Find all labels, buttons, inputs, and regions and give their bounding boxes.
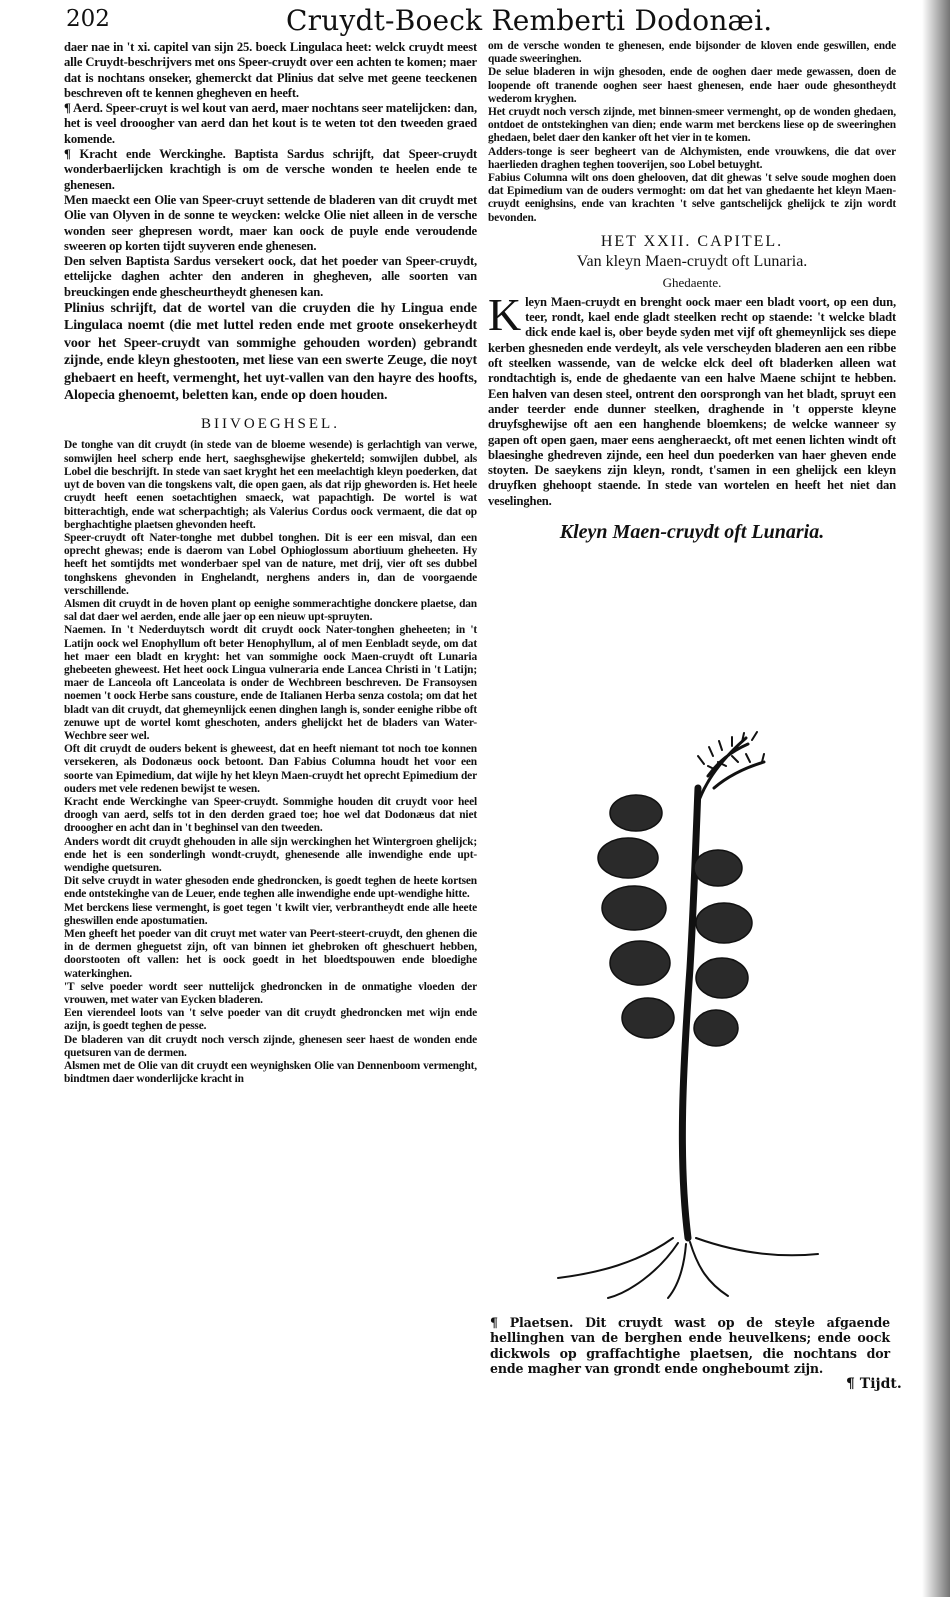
right-column <box>488 40 896 544</box>
paragraph: ¶ Aerd. Speer-cruyt is wel kout van aerd, maer nochtans seer matelijcken: dan, het is veel drooogher van aerd dan het kout is te weten tot den tweeden graed komende. <box>64 101 477 146</box>
ghedaente-paragraph <box>488 288 896 509</box>
drop-cap: K <box>488 288 522 340</box>
paragraph: Plinius schrijft, dat de wortel van die cruyden die hy Lingua ende Lingulaca noemt (die met luttel reden ende met groote onsekerheydt voor het Speer-cruydt van sommighe gehouden worden) gebrandt zijnde, ende kleyn ghestooten, met liese van een swerte Zeuge, die noyt ghebaert en heeft, vermenght, het uyt-vallen van den hayre des hoofts, Alopecia ghenoemt, beletten kan, ende op doen houden. <box>64 301 477 404</box>
header <box>0 4 950 40</box>
paragraph: Het cruydt noch versch zijnde, met binnen-smeer vermenght, op de wonden ghedaen, ontdoet de ontstekinghen van dien; ende warm met berckens liese op de sweeringhen ghedaen, belet daer den kanker oft het vier in te komen. <box>488 106 896 145</box>
figure-caption: Kleyn Maen-cruydt oft Lunaria. <box>559 521 825 543</box>
paragraph: Alsmen dit cruydt in de hoven plant op eenighe sommerachtighe donckere plaetse, dan sal dat daer wel aerden, ende alle jaer op een nieuw upt-spruyten. <box>64 597 477 624</box>
paragraph: Den selven Baptista Sardus versekert oock, dat het poeder van Speer-cruydt, ettelijcke daghen achter den anderen in ghegheven, alle soorten van breuckingen ende ghescheurtheydt ghenesen kan. <box>64 254 477 299</box>
ghedaente-text: leyn Maen-cruydt en brenght oock maer een bladt voort, op een dun, teer, rondt, kael ende gladt steelken recht op staende: 't welcke bladt dick ende kael is, ober beyde syden met vijf oft ghemeynlijck ses diepe kerben ghesneden ende verdeylt, als vele verscheyden bladeren aen een ribbe oft steelken wassende, van de welcke elck deel oft bladerken alleen wat rondtachtigh is, ende de ghedaente van een halve Maene schijnt te hebben. Een halven van desen steel, ontrent den oorsprongh van het bladt, spruyt een ander teerder ende dunner steelken, draghende in 't opperste kleyne druyfsghewijse oft aen een hanghende bloemkens; de welcke wanneer sy gapen oft open gaen, maer eens aengheraeckt, oft met eenen lichten windt oft blaesinghe ghedreven zijnde, een heel dun poederken van haer gheven ende stoyten. De saeykens zijn kleyn, rondt, t'samen in een ghelijck een kleyn druyfken ghehoopt staende. In stede van wortelen en heeft het niet dan veselinghen. <box>488 294 896 508</box>
paragraph: Oft dit cruydt de ouders bekent is gheweest, dat en heeft niemant tot noch toe konnen versekeren, als Dodonæus oock betoont. Dan Fabius Columna houdt het voor een soorte van Epimedium, dat wijle hy het kleyn Maen-cruydt het oprecht Epimedium der ouders met vele redenen bewijst te wesen. <box>64 743 477 795</box>
paragraph: Adders-tonge is seer begheert van de Alchymisten, ende vrouwkens, die dat over haerlieden draghen teghen tooverijen, soo Lobel betuyght. <box>488 145 896 171</box>
paragraph: 'T selve poeder wordt seer nuttelijck ghedroncken in de onmatighe vloeden der vrouwen, met water van Eycken bladeren. <box>64 980 477 1007</box>
moonwort-plant-illustration <box>518 718 848 1300</box>
page-number: 202 <box>66 6 110 32</box>
paragraph: ¶ Kracht ende Werckinghe. Baptista Sardus schrijft, dat Speer-cruydt wonderbaerlijcken krachtigh is om de versche wonden te heelen ende te ghenesen. <box>64 147 477 192</box>
paragraph: om de versche wonden te ghenesen, ende bijsonder de kloven ende geswillen, ende quade sweeringhen. <box>488 40 896 66</box>
paragraph: Dit selve cruydt in water ghesoden ende ghedroncken, is goedt teghen de heete kortsen ende ontstekinghe van de Leuer, ende teghen alle inwendighe ende upt-wendighe hitte. <box>64 875 477 901</box>
leaf-pinnae <box>598 795 752 1046</box>
paragraph: Met berckens liese vermenght, is goet tegen 't kwilt vier, verbrantheydt ende alle heete gheswillen ende apostumatien. <box>64 901 477 927</box>
plant-stem <box>682 788 698 1238</box>
paragraph: Anders wordt dit cruydt ghehouden in alle sijn werckinghen het Wintergroen ghelijck; ende het is een sonderlingh wondt-cruydt, ghenesende alle inwendighe ende upt-wendighe quetsuren. <box>64 835 477 874</box>
paragraph: De tonghe van dit cruydt (in stede van de bloeme wesende) is gerlachtigh van verwe, somwijlen heel scherp ende hert, saeghsghewijse ghekerteld; somwijlen dubbel, als Lobel die beschrijft. In stede van saet kryght het een meelachtigh kleyn poederken, dat uyt de boven van die tongskens valt, die open gaen, als dat rijp gheworden is. Het heele cruydt heeft eenen soetachtighen smaeck, wat papachtigh. De wortel is wat bitterachtigh, ende wat scherpachtigh; als Valerius Cordus oock vermaent, die dat op berghachtighe plaetsen ghevonden heeft. <box>64 439 477 531</box>
paragraph: Alsmen met de Olie van dit cruydt een weynighsken Olie van Dennenboom vermenght, bindtmen daer wonderlijcke kracht in <box>64 1060 477 1086</box>
section-title: BIIVOEGHSEL. <box>201 416 340 433</box>
paragraph: Naemen. In 't Nederduytsch wordt dit cruydt oock Nater-tonghen gheheeten; in 't Latijn oock wel Enophyllum oft beter Henophyllum, al of men Eenbladt seyde, om dat het maer een bladt en kryght: het van sommighe oock Maen-cruydt oft Lunaria ghebeeten gheweest. Het heet oock Lingua vulneraria ende Lancea Christi in 't Latijn; maer de Lanceola oft Lanceolata is onder de Wechbreen beschreven. De Fransoysen noemen 't oock Herbe sans cousture, ende de Italianen Herba senza costola; om dat het bladt van dit cruydt, dat ghemeynlijck eenen dinghen langh is, sonder eenighe ribbe oft zenuwe upt de wortel komt gheschoten, anders ghelijckt het de bladers van Water-Wechbre seer wel. <box>64 624 477 742</box>
paragraph: De selue bladeren in wijn ghesoden, ende de ooghen daer mede gewassen, doen de loopende oft tranende ooghen seer haest ghenesen, ende haer oude ghesontheydt wederom kryghen. <box>488 66 896 105</box>
paragraph: daer nae in 't xi. capitel van sijn 25. boeck Lingulaca heet: welck cruydt meest alle Cruydt-beschrijvers met ons Speer-cruydt over een achten te komen; maer dat is nochtans onseker, ghemerckt dat Plinius dat selve met geene teeckenen beschreven oft te kennen ghegheven en heeft. <box>64 40 477 100</box>
paragraph: Kracht ende Werckinghe van Speer-cruydt. Sommighe houden dit cruydt voor heel droogh van aerd, selfs tot in den derden graed toe; hoe wel dat Dodonæus dat niet drooogher en acht dan in 't beghinsel van den tweeden. <box>64 795 477 835</box>
left-column <box>64 40 477 1086</box>
ghedaente-heading: Ghedaente. <box>662 274 722 290</box>
plaetsen-block <box>490 1315 890 1376</box>
tijdt-label: ¶ Tijdt. <box>846 1376 902 1392</box>
chapter-title: HET XXII. CAPITEL. <box>600 232 784 250</box>
roots <box>558 1238 818 1298</box>
paragraph: Fabius Columna wilt ons doen ghelooven, dat dit ghewas 't selve soude moghen doen dat Epimedium van de ouders vermoght: om dat het van ghedaente het kleyn Maen-cruydt eenighsins, ende van krachten 't selve gantschelijck ghelijck te zijn wordt bevonden. <box>488 172 896 224</box>
running-title: Cruydt-Boeck Remberti Dodonæi. <box>286 4 773 37</box>
page-gutter-shadow <box>922 0 950 1597</box>
paragraph: Speer-cruydt oft Nater-tonghe met dubbel tonghen. Dit is eer een misval, dan een oprecht ghewas; ende is daerom van Lobel Ophioglossum abortiuum gheheeten. Hy heeft het somtijdts met wonderbaer spel van de nature, met drij, vier oft ses dubbel tonghskens ghevonden in Enghelandt, nerghens anders in, dan de voorgaende verschillende. <box>64 531 477 597</box>
paragraph: Men maeckt een Olie van Speer-cruyt settende de bladeren van dit cruydt met Olie van Olyven in de sonne te weycken: welcke Olie niet alleen in de versche wonden seer ghepresen wordt, maer kan oock de puyle ende veroudende sweeren op korten tijdt suyveren ende ghenesen. <box>64 192 477 253</box>
plaetsen-paragraph: ¶ Plaetsen. Dit cruydt wast op de steyle afgaende hellinghen van de berghen ende heuvelkens; ende oock dickwols op graffachtighe plaetsen, die nochtans dor ende magher van grondt ende ongheboumt zijn. <box>490 1315 890 1376</box>
lunaria-woodcut <box>518 718 848 1300</box>
chapter-subtitle: Van kleyn Maen-cruydt oft Lunaria. <box>576 252 808 270</box>
paragraph: Men gheeft het poeder van dit cruyt met water van Peert-steert-cruydt, den ghenen die in de dermen gheguetst zijn, oft van binnen iet ghebroken oft gheschuert hebben, doorstooten oft vallen: het is oock goedt in het bloedtspouwen ende bloedighe waterkinghen. <box>64 928 477 980</box>
paragraph: Een vierendeel loots van 't selve poeder van dit cruydt ghedroncken met wijn ende azijn, is goedt teghen de pesse. <box>64 1007 477 1033</box>
paragraph: De bladeren van dit cruydt noch versch zijnde, ghenesen seer haest de wonden ende quetsuren van de dermen. <box>64 1033 477 1059</box>
